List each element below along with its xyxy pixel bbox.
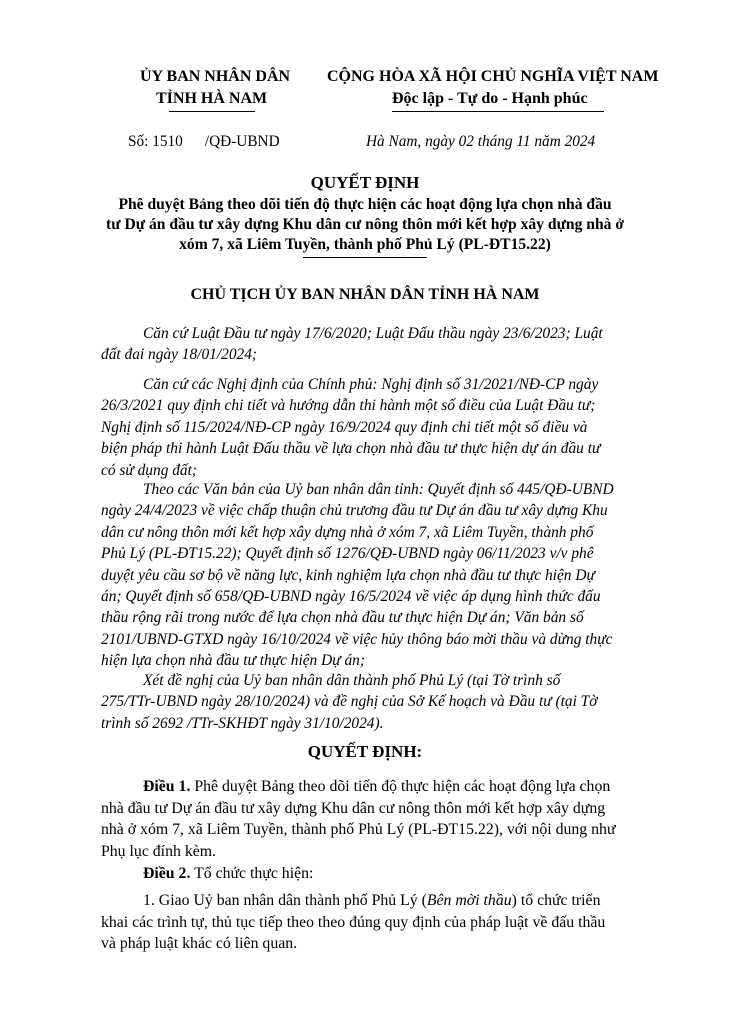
article-1-label: Điều 1. — [143, 778, 191, 795]
document-subject — [70, 195, 660, 255]
subject-line: Phê duyệt Bảng theo dõi tiến độ thực hiện các hoạt động lựa chọn nhà đầu — [118, 196, 612, 213]
preamble-law — [101, 323, 661, 366]
preamble-line: biện pháp thi hành Luật Đấu thầu về lựa chọn nhà đầu tư thực hiện dự án đầu tư — [101, 440, 601, 458]
preamble-line: ngày 24/4/2023 về việc chấp thuận chủ trương đầu tư Dự án đầu tư xây dựng Khu — [101, 502, 608, 520]
article-2-label: Điều 2. — [143, 865, 191, 882]
agency-province: TỈNH HÀ NAM — [156, 90, 268, 107]
item-text: ) tổ chức triển — [511, 892, 601, 909]
article-line: Tổ chức thực hiện: — [190, 865, 314, 882]
article-line: Phụ lục đính kèm. — [101, 842, 216, 860]
subject-line: xóm 7, xã Liêm Tuyền, thành phố Phủ Lý (PL-ĐT15.22) — [179, 236, 551, 253]
agency-underline — [169, 111, 255, 112]
article-2 — [101, 863, 662, 885]
article-2-item-1 — [101, 890, 662, 955]
preamble-line: 26/3/2021 quy định chi tiết và hướng dẫn thi hành một số điều của Luật Đầu tư; — [101, 397, 596, 415]
decision-heading: QUYẾT ĐỊNH: — [307, 742, 423, 761]
doc-number — [128, 133, 280, 151]
article-line: khai các trình tự, thủ tục tiếp theo theo đúng quy định của pháp luật về đấu thầu — [101, 913, 606, 931]
preamble-line: 2101/UBND-GTXD ngày 16/10/2024 về việc hủy thông báo mời thầu và dừng thực — [101, 630, 613, 648]
preamble-line: Phủ Lý (PL-ĐT15.22); Quyết định số 1276/QĐ-UBND ngày 06/11/2023 v/v phê — [101, 545, 594, 563]
preamble-line: Căn cứ Luật Đầu tư ngày 17/6/2020; Luật Đấu thầu ngày 23/6/2023; Luật — [143, 325, 603, 342]
motto-underline — [392, 111, 604, 112]
preamble-line: Nghị định số 115/2024/NĐ-CP ngày 16/9/2024 quy định chi tiết một số điều và — [101, 418, 588, 436]
preamble-line: 275/TTr-UBND ngày 28/10/2024) và đề nghị của Sở Kế hoạch và Đầu tư (tại Tờ — [101, 693, 598, 711]
preamble-line: đất đai ngày 18/01/2024; — [101, 346, 258, 364]
preamble-line: dân cư nông thôn mới kết hợp xây dựng nhà ở xóm 7, xã Liêm Tuyền, thành phố — [101, 523, 594, 541]
agency-name: ỦY BAN NHÂN DÂN — [140, 68, 291, 85]
preamble-line: án; Quyết định số 658/QĐ-UBND ngày 16/5/2024 về việc áp dụng hình thức đấu — [101, 588, 601, 606]
item-text: 1. Giao Uỷ ban nhân dân thành phố Phủ Lý ( — [143, 892, 427, 909]
national-motto: Độc lập - Tự do - Hạnh phúc — [392, 90, 588, 107]
preamble-documents — [101, 479, 661, 672]
article-line: nhà ở xóm 7, xã Liêm Tuyền, thành phố Phủ Lý (PL-ĐT15.22), với nội dung như — [101, 821, 616, 839]
article-1 — [101, 776, 662, 862]
preamble-line: duyệt yêu cầu sơ bộ về năng lực, kinh nghiệm lựa chọn nhà đầu tư thực hiện Dự — [101, 566, 595, 584]
document-title: QUYẾT ĐỊNH — [310, 173, 420, 192]
doc-number-label: Số: 1510 — [128, 133, 183, 150]
article-line: Phê duyệt Bảng theo dõi tiến độ thực hiện các hoạt động lựa chọn — [190, 778, 611, 795]
article-line: nhà đầu tư Dự án đầu tư xây dựng Khu dân cư nông thôn mới kết hợp xây dựng — [101, 799, 606, 817]
national-title: CỘNG HÒA XÃ HỘI CHỦ NGHĨA VIỆT NAM — [327, 68, 659, 85]
preamble-decrees — [101, 374, 661, 481]
preamble-line: Căn cứ các Nghị định của Chính phủ: Nghị định số 31/2021/NĐ-CP ngày — [143, 376, 599, 393]
issuing-authority: CHỦ TỊCH ỦY BAN NHÂN DÂN TỈNH HÀ NAM — [190, 286, 540, 303]
preamble-line: thầu rộng rãi trong nước để lựa chọn nhà đầu tư thực hiện Dự án; Văn bản số — [101, 609, 584, 627]
subject-line: tư Dự án đầu tư xây dựng Khu dân cư nông thôn mới kết hợp xây dựng nhà ở — [106, 216, 624, 233]
place-date: Hà Nam, ngày 02 tháng 11 năm 2024 — [366, 133, 596, 150]
doc-number-suffix: /QĐ-UBND — [204, 133, 280, 150]
preamble-line: trình số 2692 /TTr-SKHĐT ngày 31/10/2024). — [101, 714, 384, 732]
subject-underline — [303, 257, 427, 258]
preamble-line: có sử dụng đất; — [101, 461, 198, 479]
preamble-line: Xét đề nghị của Uỷ ban nhân dân thành phố Phủ Lý (tại Tờ trình số — [143, 672, 561, 689]
article-line: và pháp luật khác có liên quan. — [101, 935, 298, 953]
preamble-line: Theo các Văn bản của Uỷ ban nhân dân tỉnh: Quyết định số 445/QĐ-UBND — [143, 481, 614, 498]
item-italic: Bên mời thầu — [426, 892, 512, 909]
preamble-proposal — [101, 670, 661, 734]
preamble-line: hiện lựa chọn nhà đầu tư thực hiện Dự án; — [101, 652, 365, 670]
